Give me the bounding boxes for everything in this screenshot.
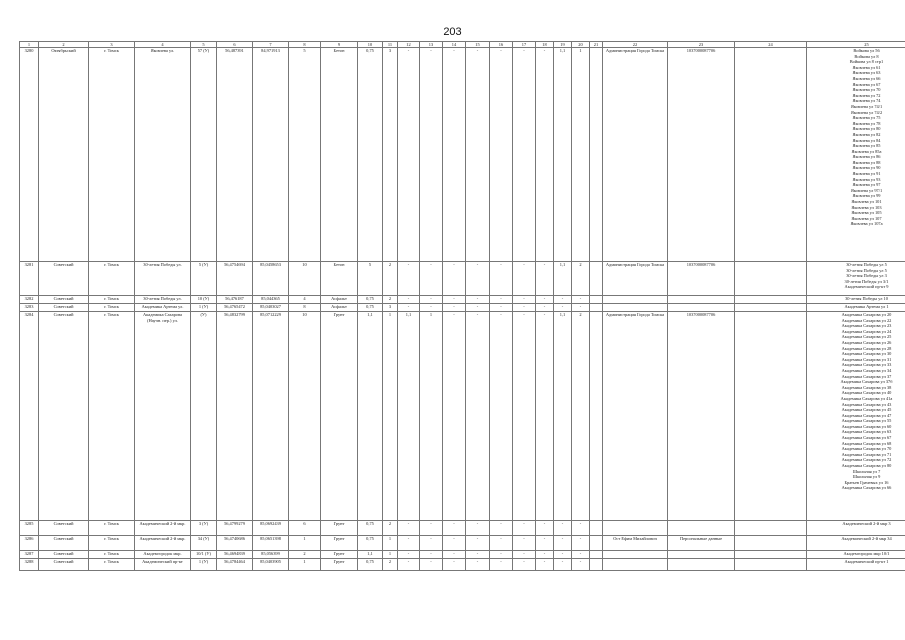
table-cell: Советский bbox=[39, 551, 89, 559]
table-cell: 56,4765472 bbox=[217, 304, 253, 312]
table-cell: 2 bbox=[383, 296, 398, 304]
table-cell: г. Томск bbox=[89, 262, 135, 296]
table-cell: 56,4694839 bbox=[217, 551, 253, 559]
table-cell: - bbox=[490, 262, 513, 296]
address-list: 30-летия Победы ул 5 30-летия Победы ул 5 30-летия Победы ул 3 30-летия Победы ул 3/1 Академический пр-кт 9 bbox=[807, 262, 905, 296]
table-cell: 3282 bbox=[20, 296, 39, 304]
col-header: 8 bbox=[289, 42, 321, 48]
table-cell: 0,75 bbox=[358, 559, 383, 571]
table-cell: 2 bbox=[383, 262, 398, 296]
table-cell bbox=[735, 48, 807, 262]
table-cell: - bbox=[490, 48, 513, 262]
table-cell: 2 bbox=[572, 262, 590, 296]
table-cell: 8 bbox=[289, 304, 321, 312]
table-cell: - bbox=[490, 296, 513, 304]
table-row bbox=[20, 304, 905, 312]
table-cell bbox=[735, 559, 807, 571]
table-cell: - bbox=[420, 536, 443, 551]
table-cell bbox=[590, 304, 603, 312]
table-cell: Администрация Города Томска bbox=[603, 312, 668, 521]
col-header: 1 bbox=[20, 42, 39, 48]
col-header: 25 bbox=[807, 42, 905, 48]
table-cell: Академический пр-кт bbox=[135, 559, 191, 571]
table-cell: 56,4784464 bbox=[217, 559, 253, 571]
table-cell: 1,1 bbox=[358, 312, 383, 521]
table-cell: Советский bbox=[39, 559, 89, 571]
table-cell: г. Томск bbox=[89, 48, 135, 262]
table-cell: - bbox=[443, 521, 466, 536]
table-cell: Академический 2-й мкр. bbox=[135, 521, 191, 536]
col-header: 11 bbox=[383, 42, 398, 48]
address-list: Академика Артема ул 1 bbox=[807, 304, 905, 312]
col-header: 23 bbox=[668, 42, 735, 48]
table-cell: 85,0458653 bbox=[253, 262, 289, 296]
table-cell: - bbox=[443, 551, 466, 559]
address-list: Академгородок мкр 10/1 bbox=[807, 551, 905, 559]
table-cell bbox=[668, 559, 735, 571]
table-cell: - bbox=[420, 296, 443, 304]
table-cell: 1 bbox=[572, 48, 590, 262]
table-cell: Советский bbox=[39, 296, 89, 304]
table-cell: 56,4799279 bbox=[217, 521, 253, 536]
table-cell: - bbox=[443, 262, 466, 296]
col-header: 24 bbox=[735, 42, 807, 48]
table-cell: Октябрьский bbox=[39, 48, 89, 262]
table-cell: - bbox=[420, 551, 443, 559]
table-cell: 30-летия Победы ул. bbox=[135, 296, 191, 304]
table-row bbox=[20, 551, 905, 559]
table-cell: Грунт bbox=[321, 312, 358, 521]
table-cell: - bbox=[466, 521, 490, 536]
col-header: 13 bbox=[420, 42, 443, 48]
table-cell: Грунт bbox=[321, 521, 358, 536]
address-list: Войкова ул 56 Войкова ул 8 Войкова ул 8 стр1 Яковлева ул 61 Яковлева ул 63 Яковлева ул 66 Яковлева ул 67 Яковлева ул 70 Яковлева ул 72 Яковлева ул 74 Яковлева ул 74/1 Яковлева ул 74/2 Яковлева ул 75 Яковлева ул 78 Яковлева ул 80 Яковлева ул 82 Яковлева ул 84 Яковлева ул 85 Яковлева ул 85а Яковлева ул 86 Яковлева ул 88 Яковлева ул 90 Яковлева ул 91 Яковлева ул 93 Яковлева ул 97 Яковлева ул 97/1 Яковлева ул 99 Яковлева ул 101 Яковлева ул 103 Яковлева ул 105 Яковлева ул 107 Яковлева ул 107а bbox=[807, 48, 905, 262]
table-cell: - bbox=[536, 262, 554, 296]
col-header: 18 bbox=[536, 42, 554, 48]
table-cell: 10 bbox=[289, 262, 321, 296]
table-cell bbox=[735, 312, 807, 521]
table-cell: - bbox=[554, 536, 572, 551]
table-cell bbox=[668, 521, 735, 536]
table-cell: 1 (У) bbox=[191, 559, 217, 571]
col-header: 9 bbox=[321, 42, 358, 48]
table-row bbox=[20, 521, 905, 536]
table-cell: - bbox=[554, 296, 572, 304]
table-cell: - bbox=[466, 312, 490, 521]
table-cell: 85,0712229 bbox=[253, 312, 289, 521]
table-cell: - bbox=[513, 48, 536, 262]
table-cell: 2 bbox=[383, 521, 398, 536]
table-cell: 56,476187 bbox=[217, 296, 253, 304]
table-cell: - bbox=[513, 559, 536, 571]
table-cell: 1 bbox=[383, 551, 398, 559]
table-row bbox=[20, 296, 905, 304]
table-cell: 84,971913 bbox=[253, 48, 289, 262]
table-cell: - bbox=[536, 48, 554, 262]
table-cell: - bbox=[536, 551, 554, 559]
table-cell: 30-летия Победы ул. bbox=[135, 262, 191, 296]
table-cell: - bbox=[513, 521, 536, 536]
table-cell: г. Томск bbox=[89, 296, 135, 304]
col-header: 15 bbox=[466, 42, 490, 48]
table-cell bbox=[603, 304, 668, 312]
table-cell: - bbox=[443, 536, 466, 551]
table-cell: 2 bbox=[572, 312, 590, 521]
table-cell: 57 (У) bbox=[191, 48, 217, 262]
table-cell: - bbox=[490, 304, 513, 312]
table-cell bbox=[590, 536, 603, 551]
table-cell: 1037000087706 bbox=[668, 262, 735, 296]
table-cell: г. Томск bbox=[89, 559, 135, 571]
table-cell: 1 bbox=[289, 536, 321, 551]
table-cell: 1037000087706 bbox=[668, 48, 735, 262]
table-cell: 1 bbox=[383, 312, 398, 521]
table-cell: 1 bbox=[383, 536, 398, 551]
col-header: 2 bbox=[39, 42, 89, 48]
table-cell: Советский bbox=[39, 536, 89, 551]
col-header: 21 bbox=[590, 42, 603, 48]
col-header: 12 bbox=[398, 42, 420, 48]
table-cell: - bbox=[398, 521, 420, 536]
table-cell: - bbox=[420, 559, 443, 571]
table-cell: 3281 bbox=[20, 262, 39, 296]
table-cell bbox=[735, 521, 807, 536]
table-cell bbox=[735, 262, 807, 296]
col-header: 22 bbox=[603, 42, 668, 48]
table-row bbox=[20, 312, 905, 521]
table-cell: Ост Ефим Михайлович bbox=[603, 536, 668, 551]
table-cell: 0,75 bbox=[358, 536, 383, 551]
table-cell: 1,1 bbox=[554, 48, 572, 262]
table-cell: - bbox=[466, 296, 490, 304]
col-header: 5 bbox=[191, 42, 217, 48]
table-cell: - bbox=[490, 521, 513, 536]
table-cell: 10/1 (У) bbox=[191, 551, 217, 559]
table-cell: - bbox=[572, 296, 590, 304]
table-cell: 3284 bbox=[20, 312, 39, 521]
table-cell: Советский bbox=[39, 304, 89, 312]
table-cell: - bbox=[572, 521, 590, 536]
table-cell bbox=[590, 48, 603, 262]
table-cell bbox=[735, 296, 807, 304]
table-cell: (У) bbox=[191, 312, 217, 521]
table-cell bbox=[668, 551, 735, 559]
table-cell: - bbox=[536, 521, 554, 536]
table-cell: - bbox=[466, 48, 490, 262]
table-cell bbox=[735, 304, 807, 312]
table-cell: 3 bbox=[383, 48, 398, 262]
table-cell: - bbox=[398, 536, 420, 551]
table-cell bbox=[603, 551, 668, 559]
table-cell bbox=[590, 551, 603, 559]
table-cell: 1,1 bbox=[398, 312, 420, 521]
table-cell: Советский bbox=[39, 521, 89, 536]
table-cell: Академический 2-й мкр. bbox=[135, 536, 191, 551]
table-cell: - bbox=[398, 304, 420, 312]
table-cell: - bbox=[554, 521, 572, 536]
table-cell: - bbox=[443, 304, 466, 312]
table-cell: 56,4740686 bbox=[217, 536, 253, 551]
table-cell: - bbox=[443, 48, 466, 262]
col-header: 3 bbox=[89, 42, 135, 48]
table-cell: - bbox=[513, 304, 536, 312]
table-cell: Асфальт bbox=[321, 304, 358, 312]
table-cell bbox=[590, 521, 603, 536]
table-cell bbox=[668, 296, 735, 304]
table-row bbox=[20, 559, 905, 571]
table-cell: - bbox=[536, 296, 554, 304]
table-cell: 3287 bbox=[20, 551, 39, 559]
table-cell: - bbox=[536, 304, 554, 312]
table-cell: - bbox=[513, 296, 536, 304]
table-cell: 1,1 bbox=[554, 262, 572, 296]
table-cell: Яковлева ул. bbox=[135, 48, 191, 262]
table-cell: - bbox=[420, 304, 443, 312]
table-cell: 5 (У) bbox=[191, 262, 217, 296]
table-cell bbox=[735, 536, 807, 551]
table-cell: - bbox=[443, 312, 466, 521]
table-cell: - bbox=[466, 536, 490, 551]
table-cell: 85,0651398 bbox=[253, 536, 289, 551]
table-cell: - bbox=[513, 551, 536, 559]
table-cell: 1 (У) bbox=[191, 304, 217, 312]
table-cell: 2 bbox=[383, 559, 398, 571]
table-cell: 5 bbox=[358, 262, 383, 296]
table-cell: 3 bbox=[383, 304, 398, 312]
table-cell: - bbox=[513, 536, 536, 551]
table-cell: - bbox=[572, 551, 590, 559]
table-cell: 0,75 bbox=[358, 296, 383, 304]
table-cell: 56,4754694 bbox=[217, 262, 253, 296]
table-cell: г. Томск bbox=[89, 304, 135, 312]
col-header: 7 bbox=[253, 42, 289, 48]
table-cell: - bbox=[420, 262, 443, 296]
table-cell: 3286 bbox=[20, 536, 39, 551]
table-cell: 1,1 bbox=[358, 551, 383, 559]
table-cell bbox=[603, 559, 668, 571]
table-cell: Бетон bbox=[321, 48, 358, 262]
address-list: Академика Сахарова ул 20 Академика Сахарова ул 22 Академика Сахарова ул 23 Академика Сахарова ул 24 Академика Сахарова ул 25 Академика Сахарова ул 26 Академика Сахарова ул 28 Академика Сахарова ул 30 Академика Сахарова ул 31 Академика Сахарова ул 33 Академика Сахарова ул 34 Академика Сахарова ул 37 Академика Сахарова ул 37б Академика Сахарова ул 38 Академика Сахарова ул 40 Академика Сахарова ул 41а Академика Сахарова ул 43 Академика Сахарова ул 45 Академика Сахарова ул 47 Академика Сахарова ул 55 Академика Сахарова ул 60 Академика Сахарова ул 63 Академика Сахарова ул 67 Академика Сахарова ул 68 Академика Сахарова ул 70 Академика Сахарова ул 71 Академика Сахарова ул 72 Академика Сахарова ул 80 Школьная ул 7 Школьная ул 9 Братьев Грачевых ул 16 Академика Сахарова ул 66 bbox=[807, 312, 905, 521]
table-cell: - bbox=[398, 559, 420, 571]
table-cell: - bbox=[572, 304, 590, 312]
table-cell: 3288 bbox=[20, 559, 39, 571]
table-cell: 1 bbox=[289, 559, 321, 571]
table-cell: 0,75 bbox=[358, 304, 383, 312]
table-cell: 10 (У) bbox=[191, 296, 217, 304]
table-cell bbox=[735, 551, 807, 559]
table-cell: - bbox=[536, 536, 554, 551]
table-cell: - bbox=[466, 262, 490, 296]
table-cell: - bbox=[513, 262, 536, 296]
table-cell: - bbox=[536, 559, 554, 571]
table-cell: - bbox=[490, 551, 513, 559]
table-cell: 2 bbox=[289, 551, 321, 559]
table-cell: 6 bbox=[289, 521, 321, 536]
table-cell: - bbox=[466, 559, 490, 571]
table-cell: 56,487391 bbox=[217, 48, 253, 262]
table-cell: 0,75 bbox=[358, 48, 383, 262]
table-cell: - bbox=[466, 551, 490, 559]
table-cell: 1 bbox=[420, 312, 443, 521]
table-cell: Советский bbox=[39, 312, 89, 521]
table-cell: 0,75 bbox=[358, 521, 383, 536]
table-cell: 5 bbox=[289, 48, 321, 262]
table-cell: 85,0692439 bbox=[253, 521, 289, 536]
table-cell: - bbox=[398, 296, 420, 304]
table-cell: - bbox=[398, 551, 420, 559]
table-cell: 85,044365 bbox=[253, 296, 289, 304]
table-cell: 3280 bbox=[20, 48, 39, 262]
table-row bbox=[20, 262, 905, 296]
col-header: 20 bbox=[572, 42, 590, 48]
table-cell bbox=[590, 559, 603, 571]
table-cell bbox=[603, 521, 668, 536]
table-cell: - bbox=[513, 312, 536, 521]
table-cell bbox=[590, 296, 603, 304]
table-cell: 56,4832799 bbox=[217, 312, 253, 521]
registry-table bbox=[19, 41, 905, 571]
col-header: 14 bbox=[443, 42, 466, 48]
table-cell: - bbox=[490, 312, 513, 521]
address-list: Академический пр-кт 1 bbox=[807, 559, 905, 571]
col-header: 6 bbox=[217, 42, 253, 48]
page-number: 203 bbox=[443, 26, 462, 38]
table-cell: - bbox=[420, 48, 443, 262]
table-cell: 85,056399 bbox=[253, 551, 289, 559]
table-row bbox=[20, 48, 905, 262]
table-cell: - bbox=[490, 536, 513, 551]
table-cell: 1,1 bbox=[554, 312, 572, 521]
table-cell: 3283 bbox=[20, 304, 39, 312]
table-cell: 10 bbox=[289, 312, 321, 521]
col-header: 4 bbox=[135, 42, 191, 48]
table-cell bbox=[668, 304, 735, 312]
table-cell: - bbox=[536, 312, 554, 521]
address-list: Академический 2-й мкр 34 bbox=[807, 536, 905, 551]
table-cell: 4 bbox=[289, 296, 321, 304]
col-header: 10 bbox=[358, 42, 383, 48]
table-cell: г. Томск bbox=[89, 521, 135, 536]
col-header: 19 bbox=[554, 42, 572, 48]
table-cell: 3 (У) bbox=[191, 521, 217, 536]
table-cell: 1037000087706 bbox=[668, 312, 735, 521]
table-cell: 85,0403027 bbox=[253, 304, 289, 312]
table-cell bbox=[603, 296, 668, 304]
table-cell bbox=[590, 312, 603, 521]
table-cell: 85,0403905 bbox=[253, 559, 289, 571]
table-cell: - bbox=[443, 296, 466, 304]
address-list: 30-летия Победы ул 10 bbox=[807, 296, 905, 304]
table-cell: г. Томск bbox=[89, 312, 135, 521]
table-cell: Персональные данные bbox=[668, 536, 735, 551]
table-cell: 3285 bbox=[20, 521, 39, 536]
table-cell: Грунт bbox=[321, 559, 358, 571]
table-cell: 34 (У) bbox=[191, 536, 217, 551]
table-cell: Советский bbox=[39, 262, 89, 296]
address-list: Академический 2-й мкр 3 bbox=[807, 521, 905, 536]
table-cell: Грунт bbox=[321, 551, 358, 559]
table-cell: г. Томск bbox=[89, 551, 135, 559]
table-cell: Асфальт bbox=[321, 296, 358, 304]
table-cell: Академика Сахарова (Научн. пер.) ул. bbox=[135, 312, 191, 521]
table-cell: - bbox=[466, 304, 490, 312]
table-cell: - bbox=[554, 559, 572, 571]
table-cell: - bbox=[398, 48, 420, 262]
table-cell: - bbox=[572, 559, 590, 571]
table-cell: Администрация Города Томска bbox=[603, 262, 668, 296]
table-cell: Академгородок мкр. bbox=[135, 551, 191, 559]
table-cell: - bbox=[572, 536, 590, 551]
table-cell: - bbox=[398, 262, 420, 296]
col-header: 16 bbox=[490, 42, 513, 48]
table-cell: Грунт bbox=[321, 536, 358, 551]
table-cell: - bbox=[420, 521, 443, 536]
col-header: 17 bbox=[513, 42, 536, 48]
table-cell: - bbox=[443, 559, 466, 571]
table-cell: - bbox=[554, 304, 572, 312]
table-row bbox=[20, 536, 905, 551]
table-cell: Администрация Города Томска bbox=[603, 48, 668, 262]
table-cell: Академика Артема ул. bbox=[135, 304, 191, 312]
table-cell: г. Томск bbox=[89, 536, 135, 551]
table-cell: - bbox=[554, 551, 572, 559]
table-cell: - bbox=[490, 559, 513, 571]
table-cell bbox=[590, 262, 603, 296]
table-cell: Бетон bbox=[321, 262, 358, 296]
